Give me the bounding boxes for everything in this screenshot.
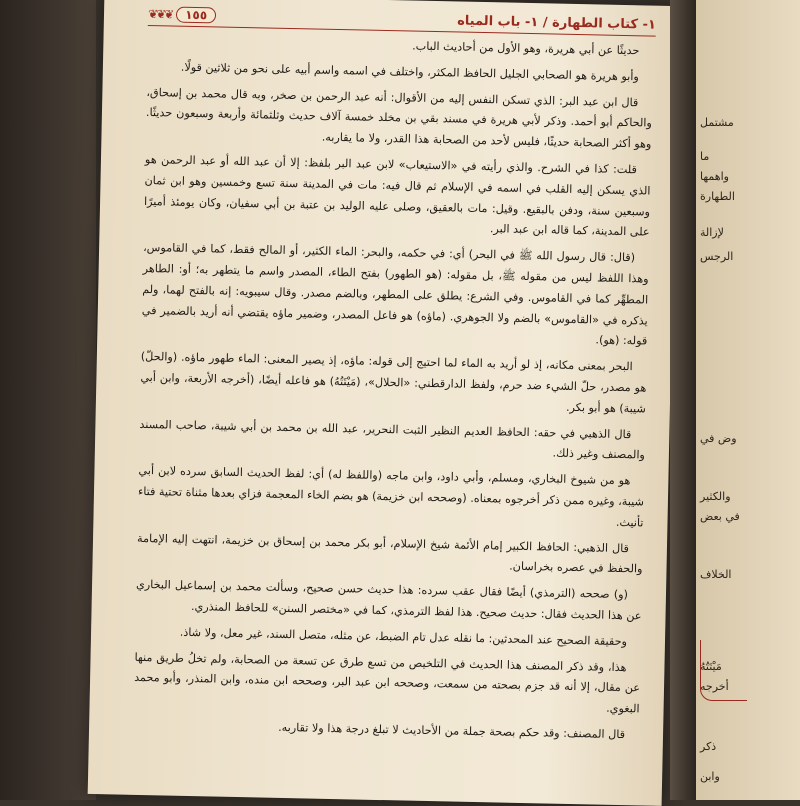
facing-fragment: في بعض xyxy=(700,510,740,523)
facing-fragment: الخلاف xyxy=(700,568,732,581)
paragraph: (قال: قال رسول الله ﷺ في البحر) أي: في حكمه، والبحر: الماء الكثير، أو المالح فقط، كما في القاموس، وهذا اللفظ ليس من مقوله ﷺ، بل مقوله: (هو الطهور) بفتح الطاء، المصدر واسم ما يتطهر به؛ أو: الطاهر المطهِّر كما في القاموس. وفي الشرع: يطلق على المطهر، وبالضم مصدر. وقال سيبويه: إنه بالفتح لهما، ولم يذكره في «القاموس» بالضم ولا الجوهري. (ماؤه) هو فاعل المصدر، وضمير ماؤه يقتضي أنه أريد بالضمير في قوله: (هو). xyxy=(141,241,649,348)
facing-fragment: ذكر xyxy=(700,740,717,753)
page-number-ornament xyxy=(148,6,216,23)
paragraph: حديثًا عن أبي هريرة، وهو الأول من أحاديث الباب. xyxy=(412,39,640,58)
facing-fragment: واهمها xyxy=(700,170,729,183)
paragraph: قال الذهبي في حقه: الحافظ العديم النظير الثبت النحرير، عبد الله بن محمد بن أبي شيبة، صاحب المسند والمصنف وغير ذلك. xyxy=(139,417,646,462)
paragraph: قال المصنف: وقد حكم بصحة جملة من الأحاديث لا تبلغ درجة هذا ولا تقاربه. xyxy=(278,720,626,742)
facing-fragment: ما xyxy=(700,150,710,163)
facing-page xyxy=(696,0,800,800)
page-number: ١٥٥ xyxy=(176,7,216,24)
running-title: ١- كتاب الطهارة / ١- باب المياه xyxy=(457,12,657,33)
facing-fragment: مَيْتَتُهُ xyxy=(700,660,722,673)
facing-fragment: لإزالة xyxy=(700,226,724,239)
paragraph: وحقيقة الصحيح عند المحدثين: ما نقله عدل تام الضبط، عن مثله، متصل السند، غير معل، ولا شاذ. xyxy=(179,625,628,648)
ornament-left-icon: ❦❦❦ xyxy=(147,6,173,22)
facing-fragment: والكثير xyxy=(700,490,731,503)
facing-fragment: أخرجه xyxy=(700,680,729,693)
paragraph: البحر بمعنى مكانه، إذ لو أريد به الماء لما احتيج إلى قوله: ماؤه، إذ يصير المعنى: الماء طهور ماؤه. (والحلّ) هو مصدر، حلّ الشيء ضد حرم، ولفظ الدارقطني: «الحلال»، (مَيْتَتُهُ) هو فاعله أيضًا، (أخرجه الأربعة، وابن أبي شيبة) هو أبو بكر. xyxy=(140,350,647,416)
paragraph: قال ابن عبد البر: الذي تسكن النفس إليه من الأقوال: أنه عبد الرحمن بن صخر، وبه قال محمد بن إسحاق، والحاكم أبو أحمد. وذكر لأبي هريرة في مسند بقي بن مخلد خمسة آلاف حديث وثلثمائة وأربعة وسبعون حديثًا. وهو أكثر الصحابة حديثًا، فليس لأحد من الصحابة هذا القدر، ولا ما يقاربه. xyxy=(145,85,652,151)
book-page xyxy=(88,0,679,806)
facing-fragment: الطهارة xyxy=(700,190,735,203)
paragraph: (و) صححه (الترمذي) أيضًا فقال عقب سرده: هذا حديث حسن صحيح، وسألت محمد بن إسماعيل البخاري عن هذا الحديث فقال: حديث صحيح. هذا لفظ الترمذي، كما في «مختصر السنن» للحافظ المنذري. xyxy=(135,577,642,623)
paragraph: قلت: كذا في الشرح. والذي رأيته في «الاستيعاب» لابن عبد البر بلفظ: إلا أن عبد الله أو عبد الرحمن هو الذي يسكن إليه القلب في اسمه في الإسلام ثم قال فيه: مات في المدينة سنة تسع وخمسين وهو ابن ثمان وسبعين سنة، ودفن بالبقيع. وقيل: مات بالعقيق، وصلى عليه الوليد بن عتبة بن أبي سفيان، وكان يومئذ أميرًا على المدينة، كما قاله ابن عبد البر. xyxy=(143,152,651,239)
paragraph: هو من شيوخ البخاري، ومسلم، وأبي داود، وابن ماجه (واللفظ له) أي: لفظ الحديث السابق سرده لابن أبي شيبة، وغيره ممن ذكر أخرجوه بمعناه. (وصححه ابن خزيمة) هو بضم الخاء المعجمة فزاي بعدها مثناة تحتية فتاء تأنيث. xyxy=(137,464,645,530)
book-left-edge xyxy=(0,0,96,800)
book-spine xyxy=(670,0,696,800)
commentary-text xyxy=(132,31,654,799)
facing-fragment: مشتمل xyxy=(700,116,734,129)
facing-fragment: الرجس xyxy=(700,250,734,263)
facing-frame xyxy=(700,640,747,701)
paragraph: وأبو هريرة هو الصحابي الجليل الحافظ المكثر، واختلف في اسمه واسم أبيه على نحو من ثلاثين قولًا. xyxy=(180,60,639,84)
paragraph: هذا، وقد ذكر المصنف هذا الحديث في التلخيص من تسع طرق عن تسعة من الصحابة، ولم تخلُ طريق منها عن مقال، إلا أنه قد جزم بصحته من سمعت، وصححه ابن عبد البر، وصححه ابن منده، وابن المنذر، وأبو محمد البغوي. xyxy=(133,650,641,716)
paragraph: قال الذهبي: الحافظ الكبير إمام الأئمة شيخ الإسلام، أبو بكر محمد بن إسحاق بن خزيمة، انتهت إليه الإمامة والحفظ في عصره بخراسان. xyxy=(136,531,643,576)
facing-fragment: وابن xyxy=(700,770,720,783)
facing-fragment: وض في xyxy=(700,432,737,445)
